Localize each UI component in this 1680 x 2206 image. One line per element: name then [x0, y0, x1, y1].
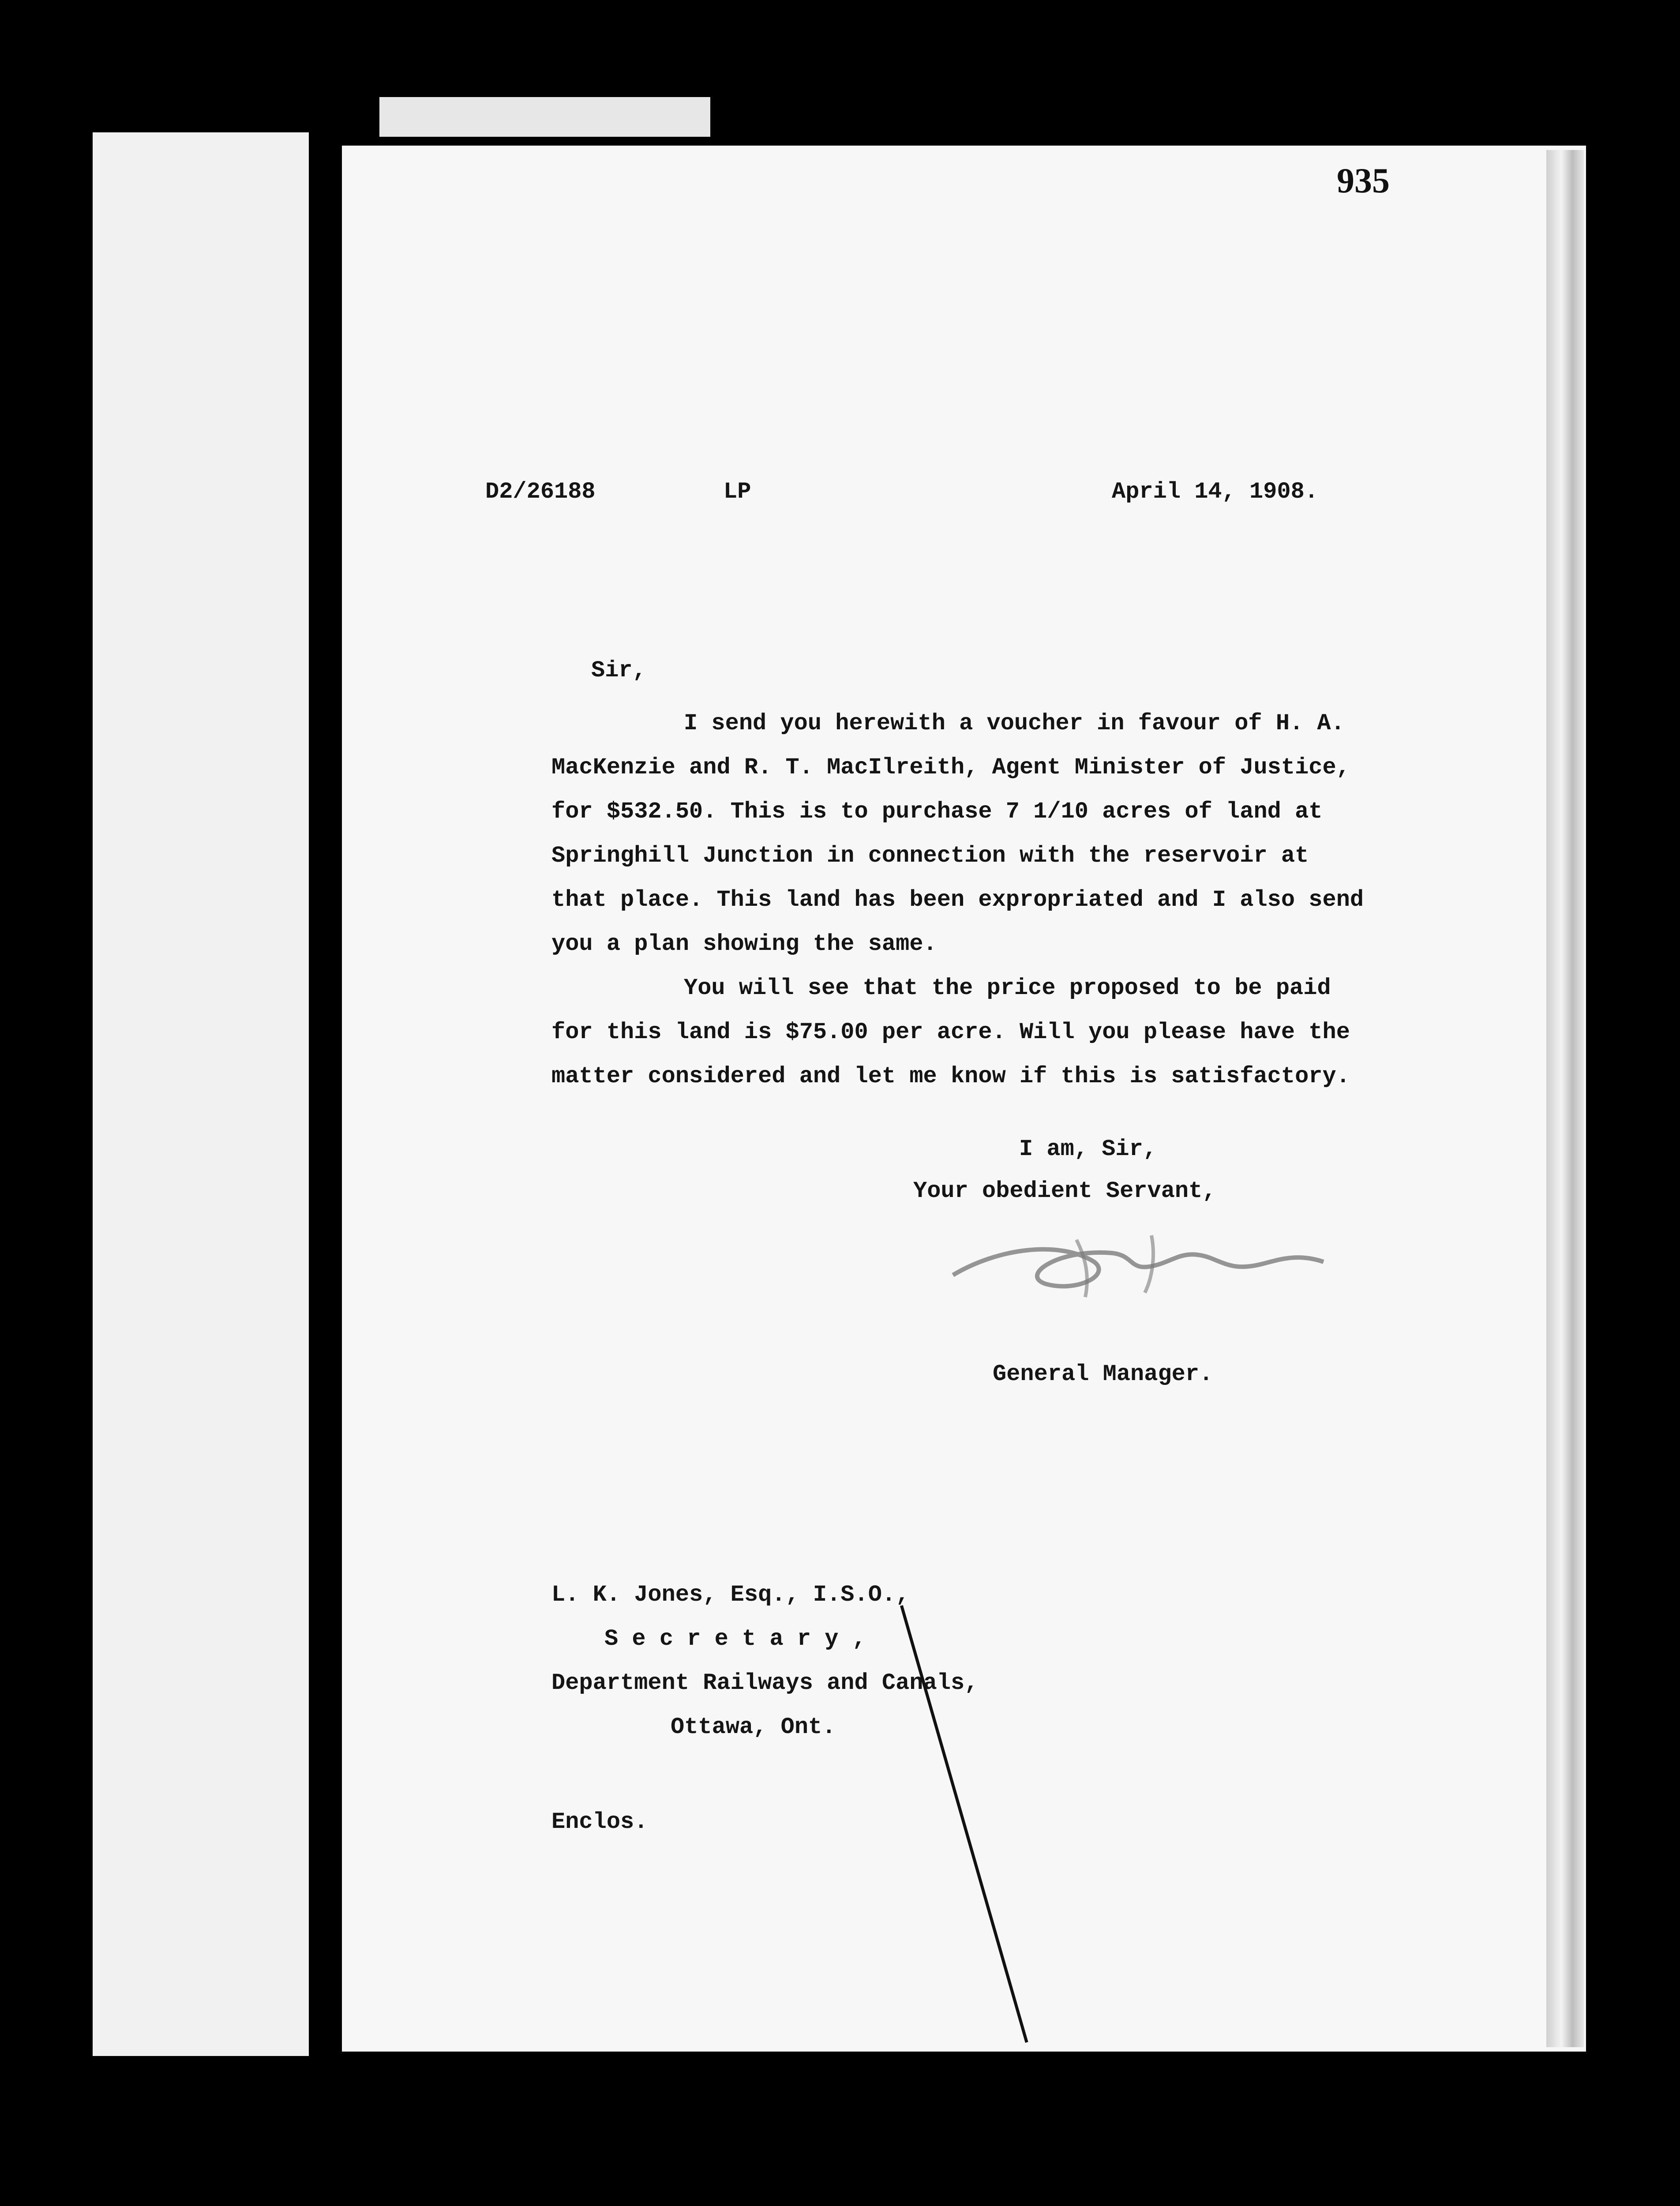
page-tab: [379, 97, 710, 137]
handwritten-signature: [944, 1222, 1341, 1310]
addressee-line-4: Ottawa, Ont.: [671, 1714, 836, 1740]
letter-page: [342, 146, 1586, 2052]
letter-date: April 14, 1908.: [1112, 479, 1319, 505]
body-paragraph-2: You will see that the price proposed to be paid for this land is $75.00 per acre. Will you please have the matter considered and let me know if this is satisfactory.: [551, 975, 1350, 1089]
page-number: 935: [1337, 161, 1390, 200]
adjacent-page-strip: [93, 132, 309, 2056]
letter-body: [551, 702, 1368, 1099]
closing-line-1: I am, Sir,: [1019, 1136, 1157, 1162]
addressee-line-1: L. K. Jones, Esq., I.S.O.,: [551, 1582, 910, 1608]
file-reference: D2/26188: [485, 479, 596, 505]
addressee-line-3: Department Railways and Canals,: [551, 1670, 979, 1696]
enclosure-note: Enclos.: [551, 1809, 648, 1835]
initials: LP: [724, 479, 751, 505]
signatory-title: General Manager.: [993, 1361, 1213, 1387]
addressee-line-2: S e c r e t a r y ,: [604, 1626, 866, 1652]
salutation: Sir,: [591, 657, 646, 683]
page-stack-edge: [1546, 150, 1584, 2047]
closing-line-2: Your obedient Servant,: [913, 1178, 1216, 1204]
body-paragraph-1: I send you herewith a voucher in favour of H. A. MacKenzie and R. T. MacIlreith, Agent Minister of Justice, for $532.50. This is to purchase 7 1/10 acres of land at Springhill Junction in connection with the reservoir at that place. This land has been expropriated and I also send you a plan showing the same.: [551, 710, 1364, 957]
